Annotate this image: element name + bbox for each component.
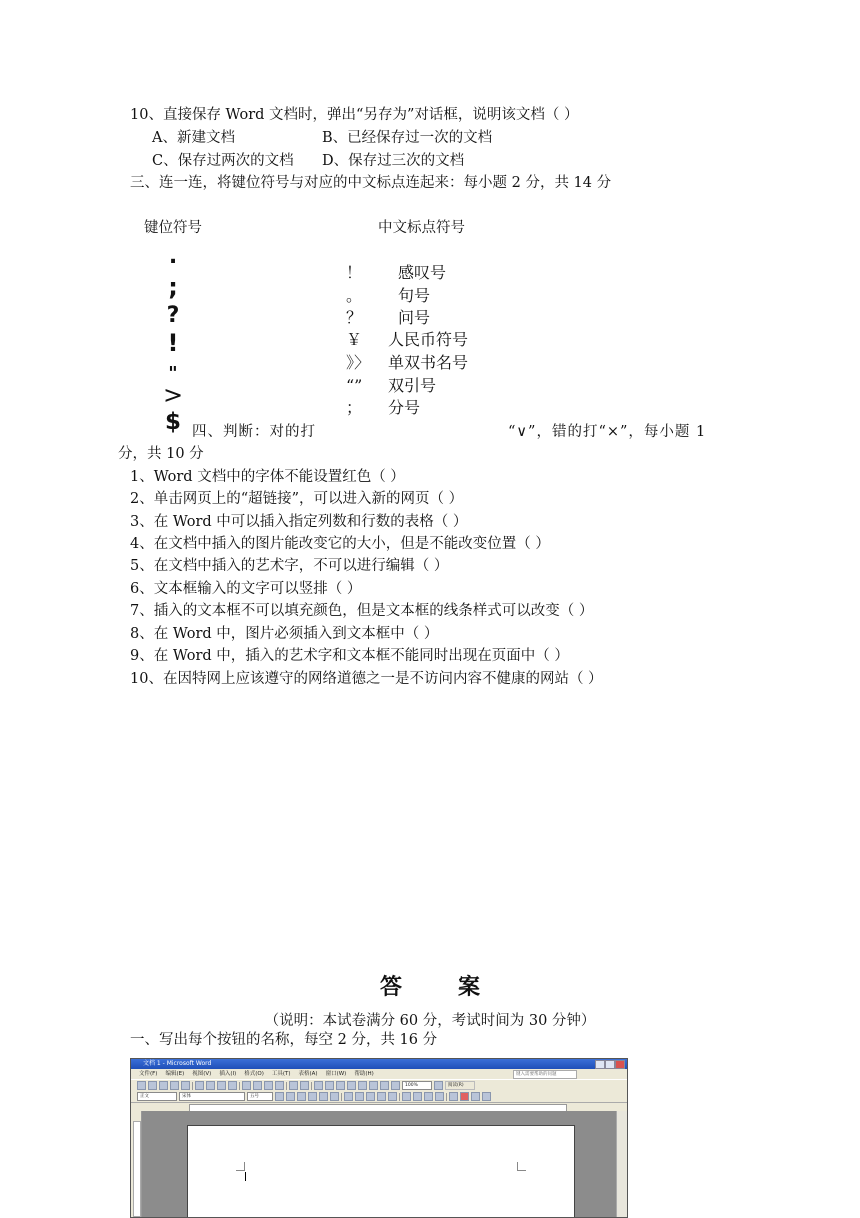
menu-table[interactable]: 表格(A) (298, 1071, 318, 1077)
punctuation-mark: ￥ (346, 330, 363, 349)
minimize-icon[interactable] (595, 1060, 605, 1069)
font-select[interactable]: 宋体 (179, 1092, 245, 1101)
judge-item: 4、在文档中插入的图片能改变它的大小，但是不能改变位置（ ） (130, 536, 550, 552)
maximize-icon[interactable] (605, 1060, 615, 1069)
key-symbol-question: ? (166, 303, 180, 328)
punctuation-mark: “” (346, 376, 363, 395)
pair-row (346, 262, 446, 284)
menu-window[interactable]: 窗口(W) (325, 1071, 347, 1077)
email-icon[interactable] (181, 1081, 190, 1090)
toolbar-separator (399, 1093, 400, 1101)
enclose-char-icon[interactable] (482, 1092, 491, 1101)
answer-section1-heading: 一、写出每个按钮的名称，每空 2 分，共 16 分 (130, 1032, 438, 1048)
toolbar-separator (446, 1093, 447, 1101)
save-icon[interactable] (159, 1081, 168, 1090)
menu-insert[interactable]: 插入(I) (219, 1071, 237, 1077)
question-10-stem: 10、直接保存 Word 文档时，弹出“另存为”对话框，说明该文档（ ） (130, 107, 579, 123)
char-scale-icon[interactable] (330, 1092, 339, 1101)
judge-item: 1、Word 文档中的字体不能设置红色（ ） (130, 469, 405, 485)
punctuation-mark: 。 (346, 286, 363, 305)
toolbar-separator (311, 1082, 312, 1090)
pair-row (346, 307, 430, 329)
format-painter-icon[interactable] (275, 1081, 284, 1090)
copy-icon[interactable] (253, 1081, 262, 1090)
punctuation-name: 问号 (398, 308, 431, 327)
answer-note: （说明：本试卷满分 60 分，考试时间为 30 分钟） (264, 1013, 596, 1029)
punctuation-name: 感叹号 (398, 263, 447, 282)
pair-row (346, 397, 420, 419)
char-shading-icon[interactable] (319, 1092, 328, 1101)
document-area (131, 1111, 627, 1217)
increase-indent-icon[interactable] (435, 1092, 444, 1101)
menu-format[interactable]: 格式(O) (244, 1071, 264, 1077)
toolbar-separator (286, 1082, 287, 1090)
word-screenshot (130, 1058, 628, 1218)
punctuation-mark: ？ (346, 308, 363, 327)
open-icon[interactable] (148, 1081, 157, 1090)
tables-borders-icon[interactable] (325, 1081, 334, 1090)
pair-row (346, 329, 468, 351)
read-button[interactable]: 阅读(R) (445, 1081, 475, 1090)
insert-table-icon[interactable] (336, 1081, 345, 1090)
vertical-ruler-track (133, 1121, 141, 1217)
section4-heading-part1: 四、判断：对的打 (192, 424, 316, 440)
paste-icon[interactable] (264, 1081, 273, 1090)
redo-icon[interactable] (300, 1081, 309, 1090)
help-icon[interactable] (434, 1081, 443, 1090)
spelling-icon[interactable] (217, 1081, 226, 1090)
vertical-ruler[interactable] (131, 1111, 142, 1217)
word-window-title: 文档 1 - Microsoft Word (143, 1060, 212, 1067)
punctuation-mark: 》〉 (346, 353, 371, 372)
answer-title: 答案 (379, 975, 536, 1000)
key-symbol-greater-than: > (162, 381, 184, 409)
align-right-icon[interactable] (366, 1092, 375, 1101)
option-b: B、已经保存过一次的文档 (322, 130, 493, 146)
option-a: A、新建文档 (152, 130, 235, 146)
punctuation-mark: ； (346, 398, 363, 417)
punctuation-name: 分号 (388, 398, 421, 417)
word-menu-bar (131, 1069, 627, 1079)
cut-icon[interactable] (242, 1081, 251, 1090)
section4-heading-part2: “∨”，错的打“×”，每小题 1 (508, 424, 707, 440)
judge-item: 7、插入的文本框不可以填充颜色，但是文本框的线条样式可以改变（ ） (130, 603, 594, 619)
punctuation-header: 中文标点符号 (378, 220, 465, 236)
align-justify-icon[interactable] (344, 1092, 353, 1101)
punctuation-name: 人民币符号 (388, 330, 469, 349)
bullets-icon[interactable] (413, 1092, 422, 1101)
judge-item: 8、在 Word 中，图片必须插入到文本框中（ ） (130, 626, 439, 642)
section4-heading-cont: 分，共 10 分 (118, 446, 204, 462)
crop-mark-top-right (517, 1162, 526, 1171)
punctuation-name: 双引号 (388, 376, 437, 395)
word-title-bar (131, 1059, 627, 1069)
judge-item: 3、在 Word 中可以插入指定列数和行数的表格（ ） (130, 514, 468, 530)
bold-icon[interactable] (275, 1092, 284, 1101)
judge-item: 9、在 Word 中，插入的艺术字和文本框不能同时出现在页面中（ ） (130, 648, 569, 664)
section3-heading: 三、连一连，将键位符号与对应的中文标点连起来：每小题 2 分，共 14 分 (130, 175, 612, 191)
align-center-icon[interactable] (355, 1092, 364, 1101)
judge-item: 5、在文档中插入的艺术字，不可以进行编辑（ ） (130, 558, 449, 574)
key-symbol-period: . (168, 244, 178, 269)
toolbar-separator (239, 1082, 240, 1090)
permission-icon[interactable] (170, 1081, 179, 1090)
judge-item: 2、单击网页上的“超链接”，可以进入新的网页（ ） (130, 491, 464, 507)
option-c: C、保存过两次的文档 (152, 153, 294, 169)
numbering-icon[interactable] (402, 1092, 411, 1101)
underline-icon[interactable] (297, 1092, 306, 1101)
formatting-toolbar (131, 1091, 627, 1102)
decrease-indent-icon[interactable] (424, 1092, 433, 1101)
text-cursor (245, 1172, 246, 1181)
insert-excel-icon[interactable] (347, 1081, 356, 1090)
menu-edit[interactable]: 编辑(E) (165, 1071, 185, 1077)
standard-toolbar (131, 1079, 627, 1091)
toolbar-separator (341, 1093, 342, 1101)
distribute-icon[interactable] (377, 1092, 386, 1101)
show-hide-icon[interactable] (391, 1081, 400, 1090)
vertical-scrollbar[interactable] (616, 1111, 627, 1217)
columns-icon[interactable] (358, 1081, 367, 1090)
judge-item: 10、在因特网上应该遵守的网络道德之一是不访问内容不健康的网站（ ） (130, 671, 603, 687)
option-d: D、保存过三次的文档 (322, 153, 465, 169)
font-color-icon[interactable] (460, 1092, 469, 1101)
zoom-select[interactable]: 100% (402, 1081, 432, 1090)
italic-icon[interactable] (286, 1092, 295, 1101)
key-symbol-header: 键位符号 (144, 220, 202, 236)
drawing-icon[interactable] (369, 1081, 378, 1090)
document-page[interactable] (187, 1125, 575, 1218)
crop-mark-top-left (236, 1162, 245, 1171)
menu-file[interactable]: 文件(F) (139, 1071, 158, 1077)
research-icon[interactable] (228, 1081, 237, 1090)
phonetic-icon[interactable] (471, 1092, 480, 1101)
judge-item: 6、文本框输入的文字可以竖排（ ） (130, 581, 362, 597)
help-search-input[interactable]: 键入需要帮助的问题 (513, 1070, 577, 1079)
document-map-icon[interactable] (380, 1081, 389, 1090)
print-icon[interactable] (195, 1081, 204, 1090)
hyperlink-icon[interactable] (314, 1081, 323, 1090)
print-preview-icon[interactable] (206, 1081, 215, 1090)
font-size-select[interactable]: 五号 (247, 1092, 273, 1101)
close-icon[interactable] (615, 1060, 625, 1069)
key-symbol-dollar: $ (164, 409, 181, 435)
menu-tools[interactable]: 工具(T) (271, 1071, 291, 1077)
pair-row (346, 352, 468, 374)
undo-icon[interactable] (289, 1081, 298, 1090)
pair-row (346, 285, 430, 307)
highlight-icon[interactable] (449, 1092, 458, 1101)
menu-view[interactable]: 视图(V) (192, 1071, 212, 1077)
line-spacing-icon[interactable] (388, 1092, 397, 1101)
menu-help[interactable]: 帮助(H) (354, 1071, 374, 1077)
punctuation-name: 句号 (398, 286, 431, 305)
pair-row (346, 375, 436, 397)
char-border-icon[interactable] (308, 1092, 317, 1101)
punctuation-mark: ！ (346, 263, 363, 282)
punctuation-name: 单双书名号 (388, 353, 469, 372)
key-symbol-semicolon: ; (168, 273, 178, 301)
style-select[interactable]: 正文 (137, 1092, 177, 1101)
key-symbol-quote: " (168, 363, 178, 384)
toolbar-separator (192, 1082, 193, 1090)
new-icon[interactable] (137, 1081, 146, 1090)
key-symbol-exclamation: ! (167, 329, 179, 357)
